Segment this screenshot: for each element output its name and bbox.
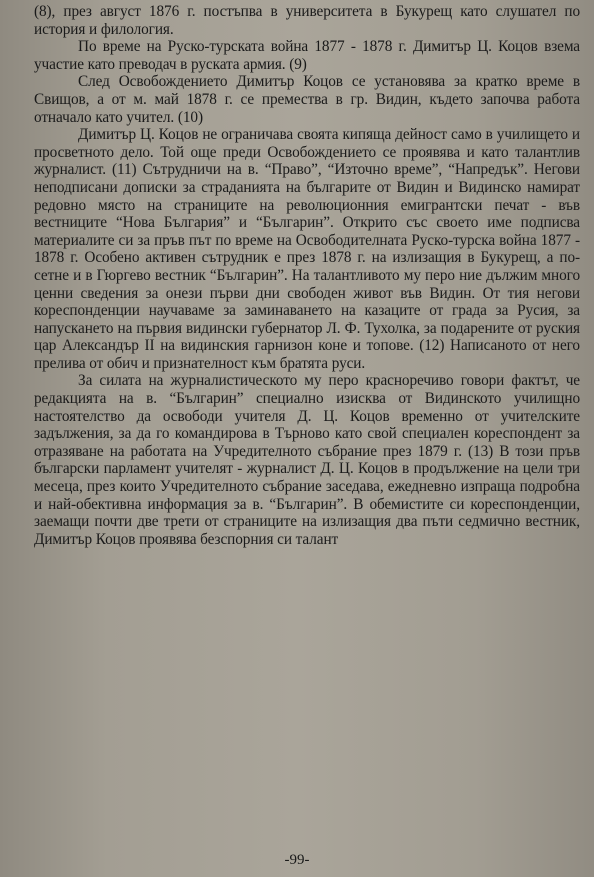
paragraph: За силата на журналистическото му перо красноречиво говори фактът, че редакцията на в. “Българин” специално изисква от Видинското училищно настоятелство да освободи учителя Д. Ц. Коцов временно от учителските задължения, за да го командирова в Търново като свой специален кореспондент за отразяване на работата на Учредителното събрание през 1879 г. (13) В този пръв български парламент учителят - журналист Д. Ц. Коцов в продължение на цели три месеца, през които Учредителното събрание заседава, ежедневно изпраща подробна и най-обективна информация за в. “Българин”. В обемистите си кореспонденции, заемащи почти две трети от страниците на излизащия два пъти седмично вестник, Димитър Коцов проявява безспорния си талант bbox=[34, 372, 580, 548]
paragraph: По време на Руско-турската война 1877 - 1878 г. Димитър Ц. Коцов взема участие като преводач в руската армия. (9) bbox=[34, 38, 580, 73]
page-number: -99- bbox=[284, 852, 310, 868]
body-text bbox=[34, 3, 580, 548]
paragraph: Димитър Ц. Коцов не ограничава своята кипяща дейност само в училището и просветното дело. Той още преди Освобождението се проявява и като талантлив журналист. (11) Сътрудничи на в. “Право”, “Източно време”, “Напредък”. Негови неподписани дописки за страданията на българите от Видин и Видинско намират редовно място на страниците на революционния емигрантски печат - във вестниците “Нова България” и “Българин”. Открито със своето име подписва материалите си за пръв път по време на Освободителната Руско-турска война 1877 - 1878 г. Особено активен сътрудник е през 1878 г. на излизащия в Букурещ, а по-сетне и в Гюргево вестник “Българин”. На талантливото му перо ние дължим много ценни сведения за онези първи дни свободен живот във Видин. От тия негови кореспонденции научаваме за заминаването на казаците от града за Русия, за напускането на първия видински губернатор Л. Ф. Тухолка, за подарените от руския цар Александър II на видинския гарнизон коне и топове. (12) Написаното от него прелива от обич и признателност към братята руси. bbox=[34, 126, 580, 372]
paragraph: (8), през август 1876 г. постъпва в университета в Букурещ като слушател по история и филология. bbox=[34, 3, 580, 38]
paragraph: След Освобождението Димитър Коцов се установява за кратко време в Свищов, а от м. май 1878 г. се премества в гр. Видин, където започва работа отначало като учител. (10) bbox=[34, 73, 580, 126]
